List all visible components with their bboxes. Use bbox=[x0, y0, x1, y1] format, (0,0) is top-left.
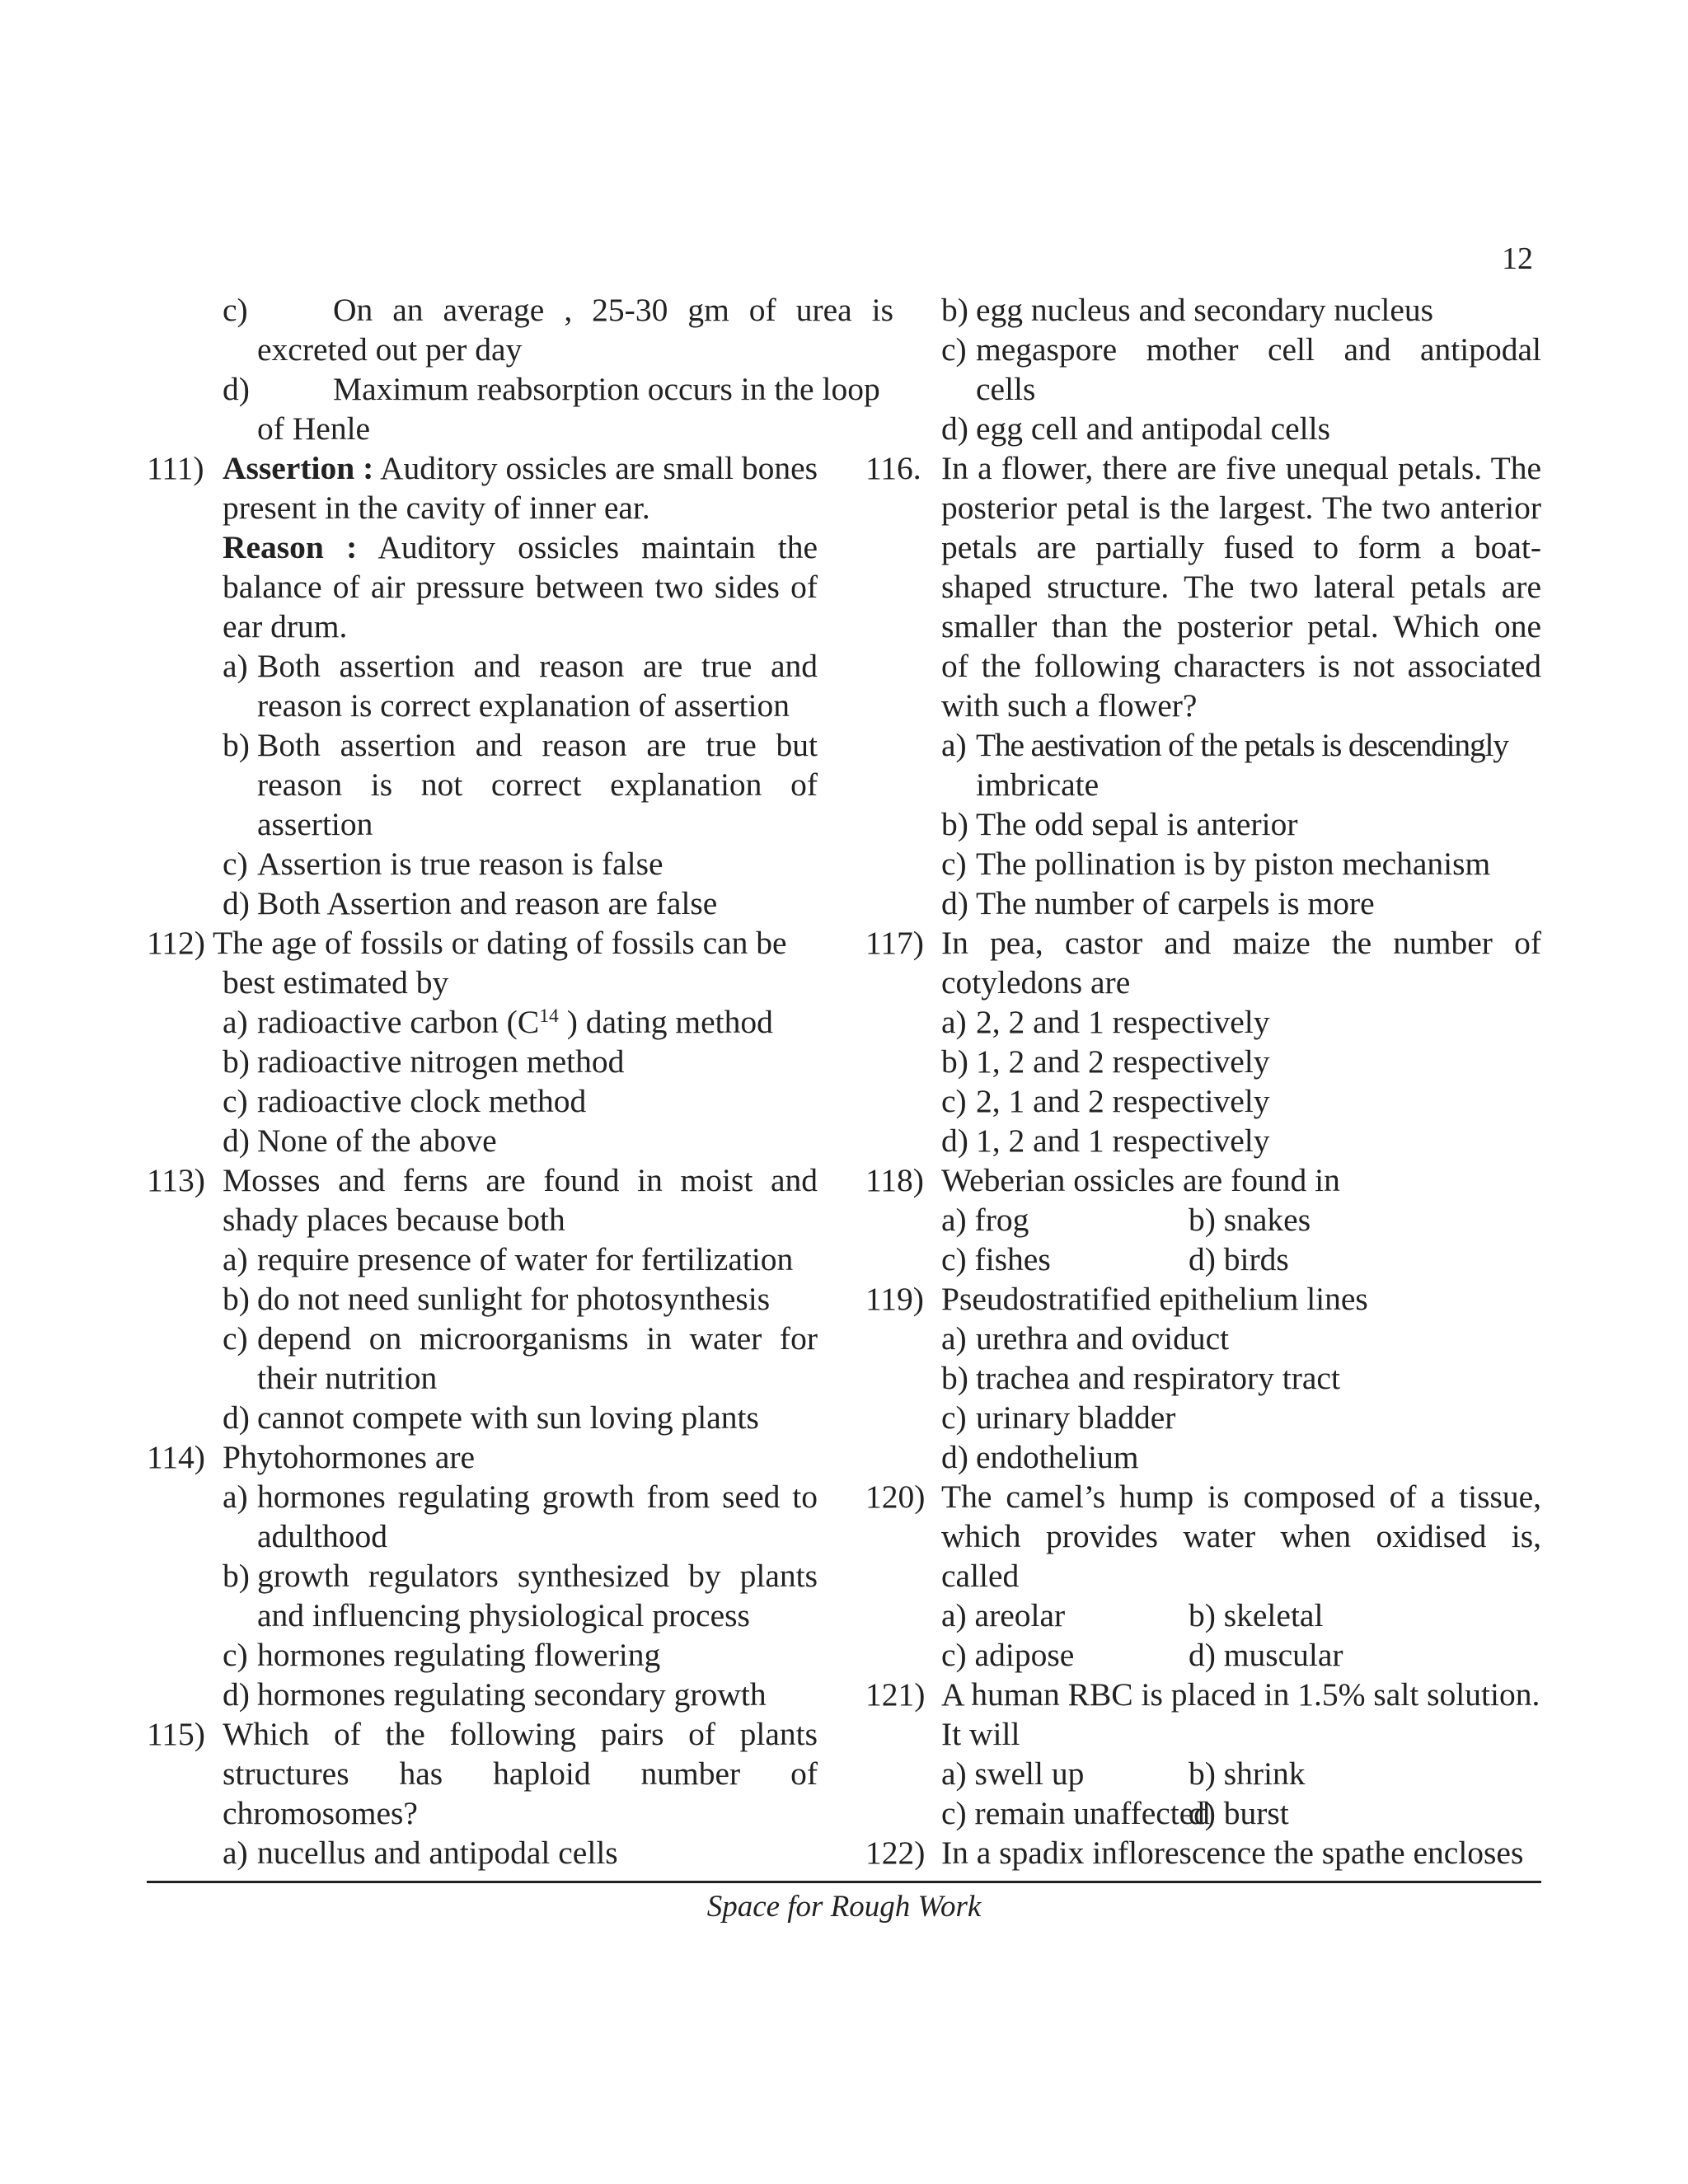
option-c: c) Assertion is true reason is false bbox=[223, 846, 663, 882]
question-119-stem: 119) Pseudostratified epithelium lines bbox=[865, 1281, 1368, 1317]
question-119 bbox=[865, 1279, 1541, 1477]
reason-line-2: balance of air pressure between two sides of bbox=[223, 569, 818, 605]
option-b: b) trachea and respiratory tract bbox=[941, 1360, 1340, 1396]
footer-note: Space for Rough Work bbox=[706, 1890, 982, 1924]
option-d: d) None of the above bbox=[223, 1122, 497, 1159]
option-c: c) urinary bladder bbox=[941, 1399, 1176, 1436]
option-a: a) areolar bbox=[941, 1597, 1066, 1633]
options-row-cd bbox=[865, 1793, 1541, 1833]
question-number: 122) bbox=[865, 1835, 926, 1871]
option-d: d) cannot compete with sun loving plants bbox=[223, 1399, 759, 1436]
question-116-line-2: posterior petal is the largest. The two anterior bbox=[941, 490, 1541, 526]
question-115-line-2: structures has haploid number of bbox=[223, 1755, 818, 1792]
option-d: d) 1, 2 and 1 respectively bbox=[941, 1122, 1270, 1159]
option-b: b) growth regulators synthesized by plants bbox=[223, 1558, 818, 1594]
option-a-line-2: reason is correct explanation of assertion bbox=[257, 687, 790, 724]
option-c: c) remain unaffected bbox=[941, 1795, 1211, 1831]
question-112-line-2: best estimated by bbox=[223, 964, 449, 1001]
options-row-ab bbox=[865, 1200, 1541, 1240]
option-d: d) hormones regulating secondary growth bbox=[223, 1676, 767, 1713]
question-120-line-3: called bbox=[941, 1558, 1020, 1594]
option-d-line-2: of Henle bbox=[257, 410, 371, 447]
option-c: c) radioactive clock method bbox=[223, 1083, 587, 1119]
question-116-stem: 116. In a flower, there are five unequal petals. The bbox=[865, 450, 1541, 486]
option-d: d) Maximum reabsorption occurs in the loop bbox=[223, 371, 880, 407]
question-112-stem: 112) The age of fossils or dating of fossils can be bbox=[147, 925, 787, 961]
question-number: 114) bbox=[147, 1439, 205, 1475]
option-b: b) Both assertion and reason are true but bbox=[223, 727, 818, 763]
question-110-continued bbox=[147, 290, 893, 448]
question-number: 112) bbox=[147, 925, 205, 961]
option-d: d) The number of carpels is more bbox=[941, 885, 1375, 921]
option-a: a) Both assertion and reason are true and bbox=[223, 648, 818, 684]
option-b-line-3: assertion bbox=[257, 806, 373, 842]
question-121-stem: 121) A human RBC is placed in 1.5% salt solution. bbox=[865, 1676, 1540, 1713]
option-d: d) burst bbox=[1189, 1795, 1289, 1831]
option-a: a) 2, 2 and 1 respectively bbox=[941, 1004, 1270, 1040]
option-a: a) urethra and oviduct bbox=[941, 1320, 1230, 1357]
option-a: a) nucellus and antipodal cells bbox=[223, 1835, 618, 1871]
question-117-stem: 117) In pea, castor and maize the number of bbox=[865, 925, 1541, 961]
reason-line-3: ear drum. bbox=[223, 608, 348, 644]
option-a: a) hormones regulating growth from seed to bbox=[223, 1479, 818, 1515]
option-d: d) muscular bbox=[1189, 1637, 1343, 1673]
question-120-stem: 120) The camel’s hump is composed of a tissue, bbox=[865, 1479, 1541, 1515]
question-number: 116. bbox=[865, 450, 921, 486]
question-116-line-7: with such a flower? bbox=[941, 687, 1198, 724]
option-d: d) endothelium bbox=[941, 1439, 1139, 1475]
option-c: c) depend on microorganisms in water for bbox=[223, 1320, 818, 1357]
question-118 bbox=[865, 1160, 1541, 1279]
question-120 bbox=[865, 1477, 1541, 1675]
option-a: a) radioactive carbon ($C^{14}$ ) dating method bbox=[223, 1004, 773, 1040]
option-a-line-2: adulthood bbox=[257, 1518, 387, 1554]
question-115-line-3: chromosomes? bbox=[223, 1795, 418, 1831]
option-b: b) The odd sepal is anterior bbox=[941, 806, 1298, 842]
option-d: d) Both Assertion and reason are false bbox=[223, 885, 718, 921]
question-116-line-4: shaped structure. The two lateral petals are bbox=[941, 569, 1541, 605]
question-number: 120) bbox=[865, 1479, 926, 1515]
option-c: c) hormones regulating flowering bbox=[223, 1637, 661, 1673]
question-117 bbox=[865, 923, 1541, 1160]
option-b: b) egg nucleus and secondary nucleus bbox=[941, 292, 1434, 328]
right-column bbox=[865, 290, 1541, 1872]
question-number: 111) bbox=[147, 450, 204, 486]
question-111-stem: 111) Assertion : Auditory ossicles are small bones bbox=[147, 450, 818, 486]
question-number: 117) bbox=[865, 925, 924, 961]
question-116 bbox=[865, 448, 1541, 923]
question-number: 121) bbox=[865, 1676, 926, 1713]
question-113-stem: 113) Mosses and ferns are found in moist and bbox=[147, 1162, 818, 1198]
question-114 bbox=[147, 1437, 818, 1714]
question-112 bbox=[147, 923, 818, 1160]
assertion-line-2: present in the cavity of inner ear. bbox=[223, 490, 650, 526]
question-116-line-6: of the following characters is not associated bbox=[941, 648, 1541, 684]
option-c: c) fishes bbox=[941, 1241, 1051, 1277]
question-115 bbox=[147, 1714, 818, 1872]
option-b: b) skeletal bbox=[1189, 1597, 1324, 1633]
option-b: b) 1, 2 and 2 respectively bbox=[941, 1043, 1270, 1080]
option-a: a) swell up bbox=[941, 1755, 1085, 1792]
option-a: a) require presence of water for fertilization bbox=[223, 1241, 794, 1277]
question-121 bbox=[865, 1675, 1541, 1833]
question-118-stem: 118) Weberian ossicles are found in bbox=[865, 1162, 1340, 1198]
question-121-line-2: It will bbox=[941, 1716, 1020, 1752]
question-113-line-2: shady places because both bbox=[223, 1202, 565, 1238]
question-120-line-2: which provides water when oxidised is, bbox=[941, 1518, 1541, 1554]
option-a: a) frog bbox=[941, 1202, 1029, 1238]
question-number: 119) bbox=[865, 1281, 924, 1317]
option-c: c) 2, 1 and 2 respectively bbox=[941, 1083, 1270, 1119]
option-b-line-2: and influencing physiological process bbox=[257, 1597, 750, 1633]
option-b: b) shrink bbox=[1189, 1755, 1306, 1792]
question-113 bbox=[147, 1160, 818, 1437]
option-c: c) The pollination is by piston mechanism bbox=[941, 846, 1491, 882]
option-c: c) megaspore mother cell and antipodal bbox=[941, 331, 1541, 368]
option-c-line-2: excreted out per day bbox=[257, 331, 523, 368]
option-d: d) egg cell and antipodal cells bbox=[941, 410, 1330, 447]
option-b: b) do not need sunlight for photosynthesis bbox=[223, 1281, 771, 1317]
question-115-stem: 115) Which of the following pairs of plants bbox=[147, 1716, 818, 1752]
question-114-stem: 114) Phytohormones are bbox=[147, 1439, 476, 1475]
question-117-line-2: cotyledons are bbox=[941, 964, 1131, 1001]
question-111 bbox=[147, 448, 818, 923]
question-115-continued bbox=[865, 290, 1541, 448]
footer-divider bbox=[147, 1881, 1541, 1883]
question-number: 115) bbox=[147, 1716, 205, 1752]
option-a: a) The aestivation of the petals is descendingly bbox=[941, 727, 1508, 763]
page-number: 12 bbox=[1502, 241, 1533, 276]
options-row-cd bbox=[865, 1240, 1541, 1279]
question-122-stem: 122) In a spadix inflorescence the spathe encloses bbox=[865, 1835, 1524, 1871]
option-a-line-2: imbricate bbox=[976, 766, 1100, 803]
reason-line: Reason : Auditory ossicles maintain the bbox=[223, 529, 818, 565]
option-b: b) radioactive nitrogen method bbox=[223, 1043, 625, 1080]
option-b-line-2: reason is not correct explanation of bbox=[257, 766, 818, 803]
options-row-ab bbox=[865, 1596, 1541, 1635]
option-c: c) adipose bbox=[941, 1637, 1075, 1673]
option-c-line-2: cells bbox=[976, 371, 1036, 407]
options-row-cd bbox=[865, 1635, 1541, 1675]
option-c: c) On an average , 25-30 gm of urea is bbox=[223, 292, 893, 328]
option-b: b) snakes bbox=[1189, 1202, 1311, 1238]
question-116-line-5: smaller than the posterior petal. Which one bbox=[941, 608, 1541, 644]
options-row-ab bbox=[865, 1754, 1541, 1793]
question-number: 118) bbox=[865, 1162, 924, 1198]
option-c-line-2: their nutrition bbox=[257, 1360, 438, 1396]
question-122 bbox=[865, 1833, 1541, 1872]
option-d: d) birds bbox=[1189, 1241, 1289, 1277]
question-116-line-3: petals are partially fused to form a boat- bbox=[941, 529, 1541, 565]
question-number: 113) bbox=[147, 1162, 205, 1198]
